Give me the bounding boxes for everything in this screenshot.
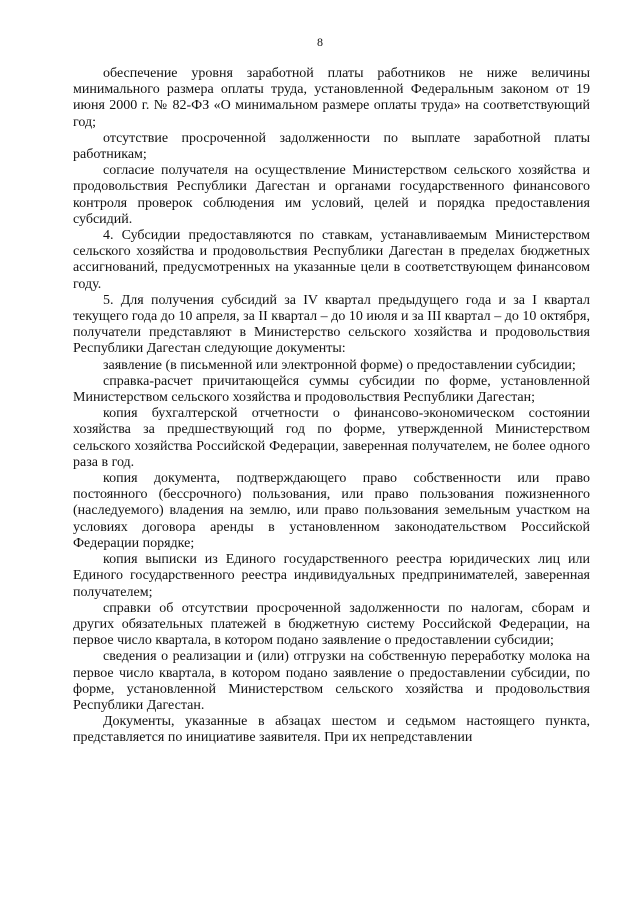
paragraph-item-5: 5. Для получения субсидий за IV квартал предыдущего года и за I квартал текущего года до 10 апреля, за II квартал – до 10 июля и за III квартал – до 10 октября, получатели представляют в Министерство сельского хозяйства и продовольствия Республики Дагестан следующие документы:	[73, 292, 590, 357]
paragraph-consent: согласие получателя на осуществление Министерством сельского хозяйства и продовольствия Республики Дагестан и органами государственного финансового контроля проверок соблюдения им условий, целей и порядка предоставления субсидий.	[73, 163, 590, 227]
paragraph-milk-info: сведения о реализации и (или) отгрузки на собственную переработку молока на первое число квартала, в котором подано заявление о предоставлении субсидии, по форме, установленной Министерством сельского хозяйства и продовольствия Республики Дагестан.	[73, 649, 590, 713]
paragraph-registry-extract: копия выписки из Единого государственного реестра юридических лиц или Единого государственного реестра индивидуальных предпринимателей, заверенная получателем;	[73, 552, 590, 600]
paragraph-documents-note: Документы, указанные в абзацах шестом и седьмом настоящего пункта, представляется по инициативе заявителя. При их непредставлении	[73, 714, 590, 746]
paragraph-land-rights: копия документа, подтверждающего право собственности или право постоянного (бессрочного) пользования, или право пользования пожизненного (наследуемого) владения на землю, или право пользования земельным участком на условиях договора аренды в установленном законодательством Российской Федерации порядке;	[73, 471, 590, 551]
paragraph-item-4: 4. Субсидии предоставляются по ставкам, устанавливаемым Министерством сельского хозяйства и продовольствия Республики Дагестан в пределах бюджетных ассигнований, предусмотренных на указанные цели в соответствующем финансовом году.	[73, 228, 590, 292]
paragraph-calculation: справка-расчет причитающейся суммы субсидии по форме, установленной Министерством сельского хозяйства и продовольствия Республики Дагестан;	[73, 373, 590, 406]
paragraph-tax-certificate: справки об отсутствии просроченной задолженности по налогам, сборам и других обязательных платежей в бюджетную систему Российской Федерации, на первое число квартала, в котором подано заявление о предоставлении субсидии;	[73, 600, 590, 649]
paragraph-accounting: копия бухгалтерской отчетности о финансово-экономическом состоянии хозяйства за предшествующий год по форме, утвержденной Министерством сельского хозяйства Российской Федерации, заверенная получателем, не более одного раза в год.	[73, 406, 590, 470]
document-body	[73, 66, 590, 747]
page-number: 8	[317, 35, 323, 49]
paragraph-wage-level: обеспечение уровня заработной платы работников не ниже величины минимального размера оплаты труда, установленной Федеральным законом от 19 июня 2000 г. № 82-ФЗ «О минимальном размере оплаты труда» на соответствующий год;	[73, 66, 590, 130]
paragraph-no-wage-debt: отсутствие просроченной задолженности по выплате заработной платы работникам;	[73, 130, 590, 163]
paragraph-application: заявление (в письменной или электронной форме) о предоставлении субсидии;	[103, 357, 576, 373]
